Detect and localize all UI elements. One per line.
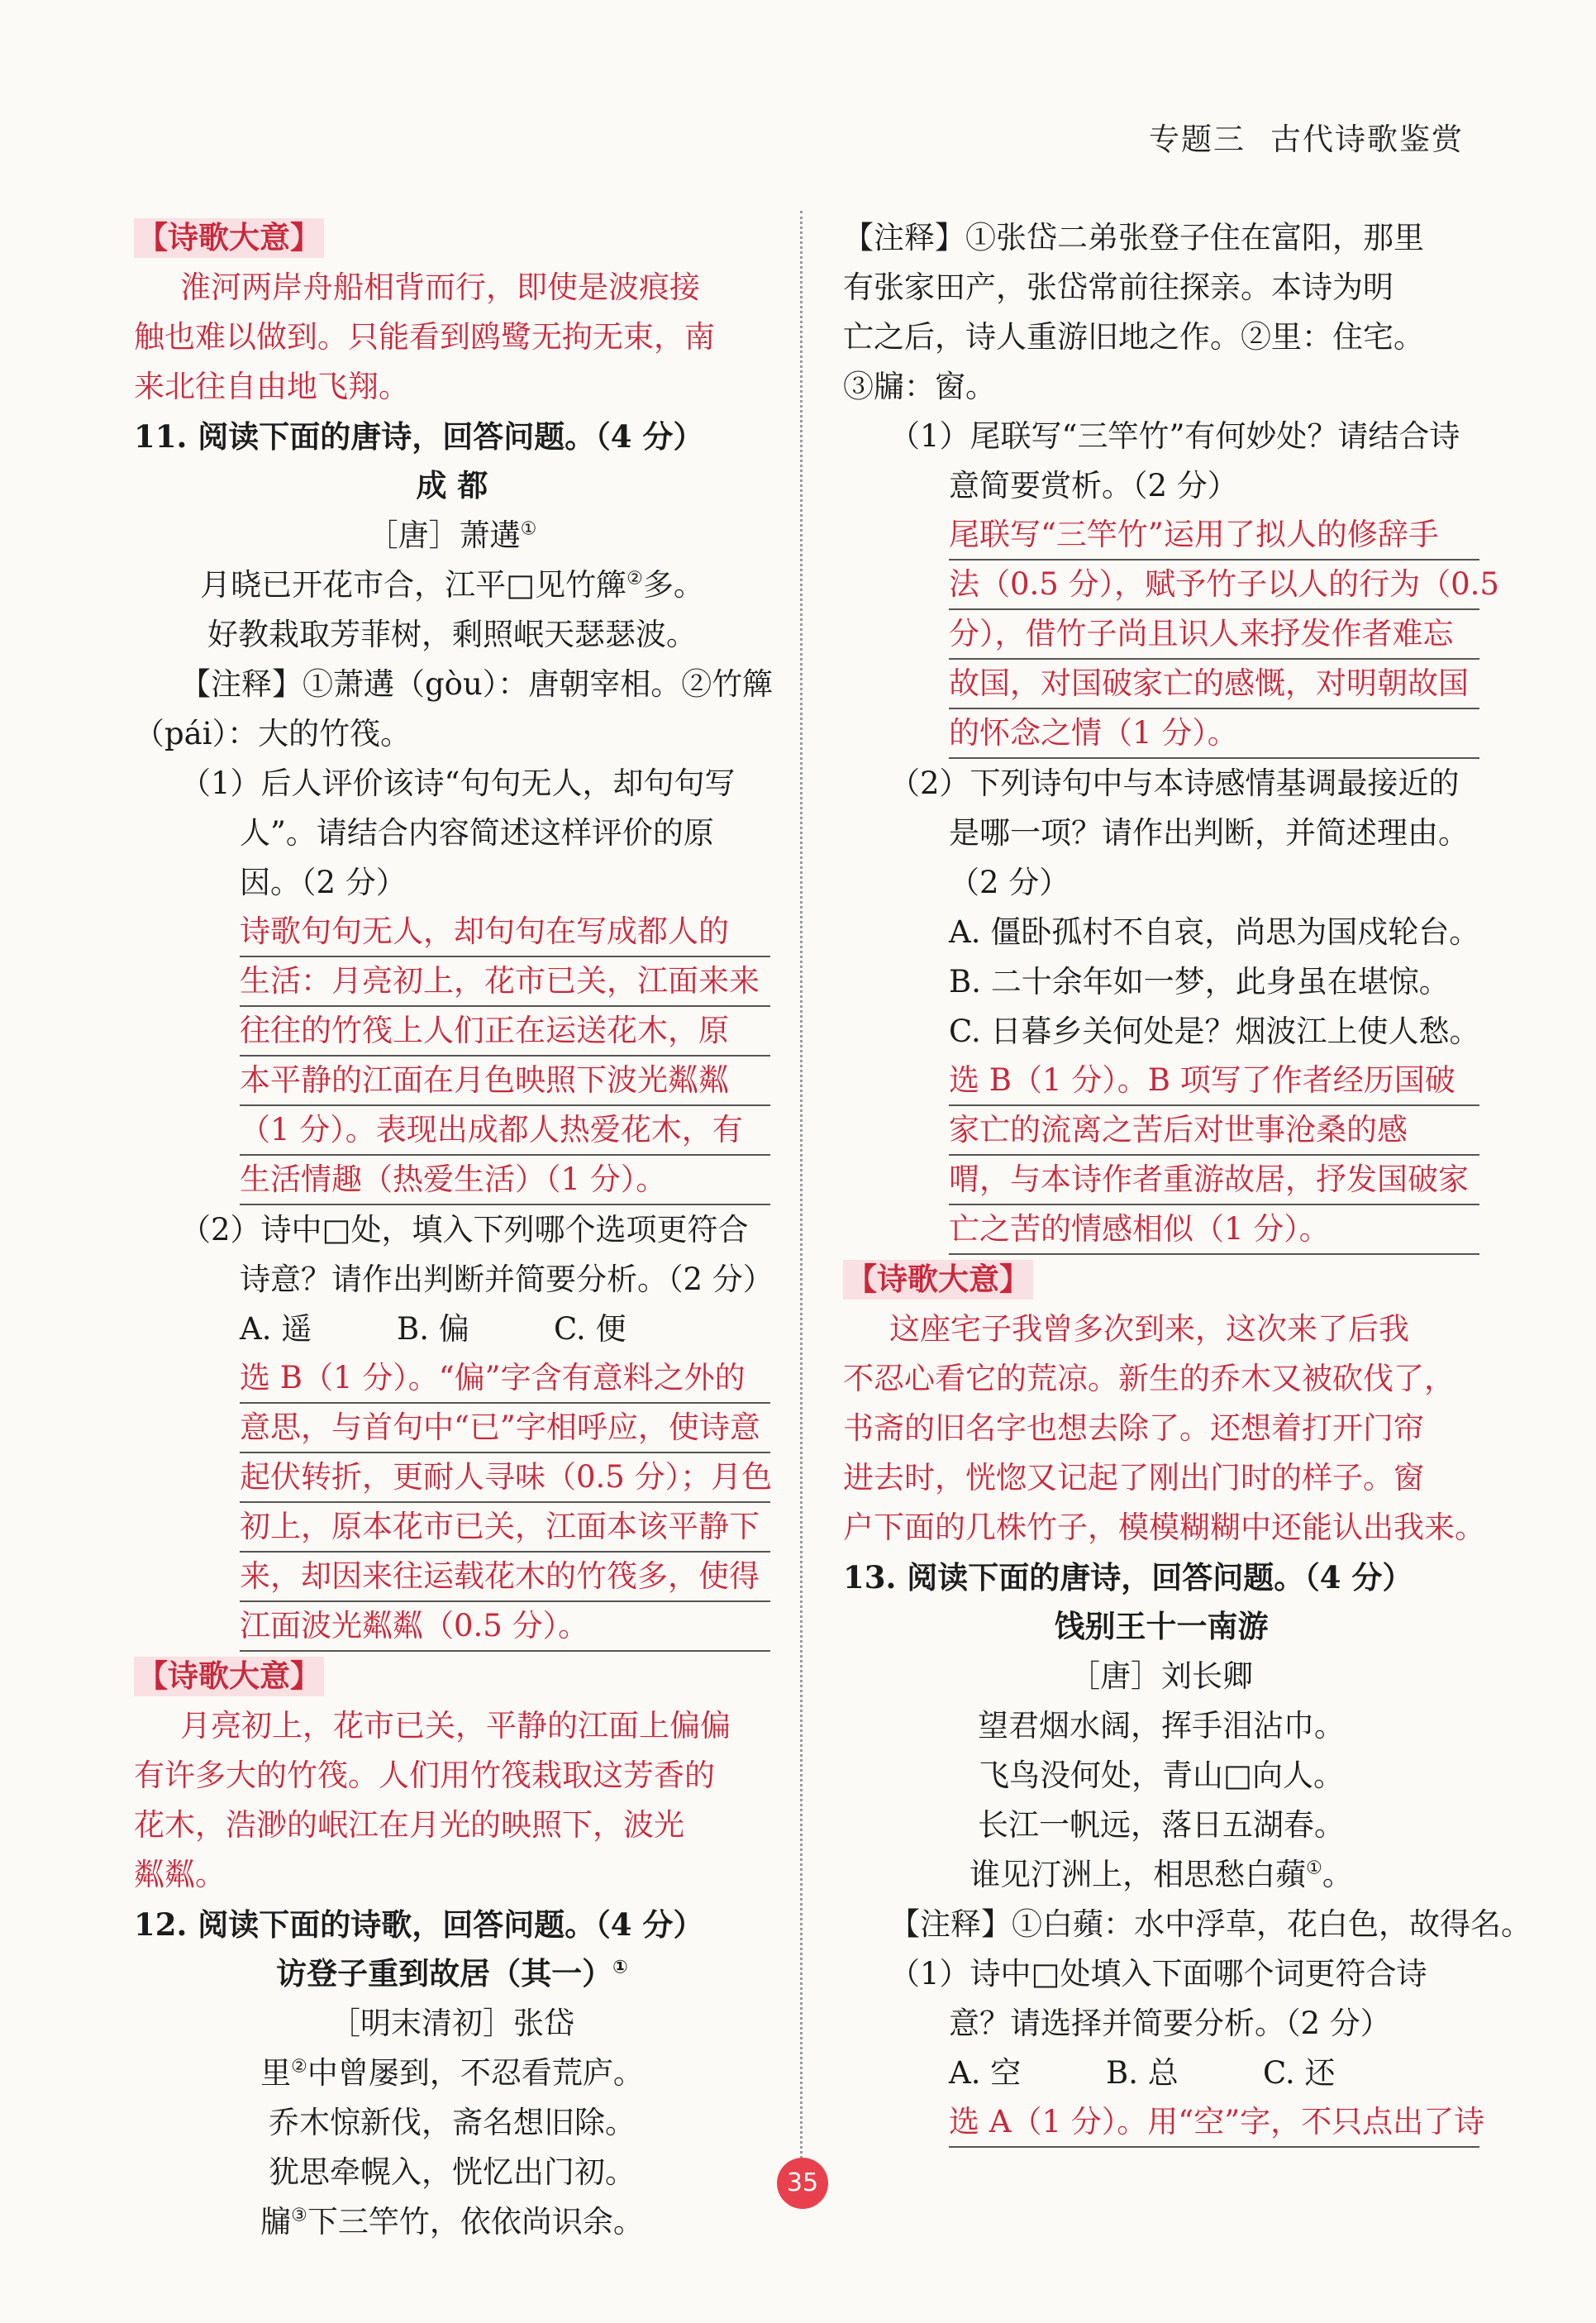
poem-line: 好教栽取芳菲树，剩照岷天瑟瑟波。 xyxy=(207,617,697,652)
poem-line: 飞鸟没何处，青山□向人。 xyxy=(979,1758,1344,1793)
poem-author: ［唐］刘长卿 xyxy=(1070,1658,1253,1694)
question-11-1: （1）后人评价该诗“句句无人，却句句写 xyxy=(180,766,736,801)
annotation: 【注释】①萧遘（gòu）：唐朝宰相。②竹簰 xyxy=(180,666,774,702)
question-13-1: （1）诗中□处填入下面哪个词更符合诗 xyxy=(889,1956,1427,1991)
poem-line: 牖③下三竿竹，依依尚识余。 xyxy=(260,2204,644,2240)
column-divider xyxy=(800,211,803,2178)
poem-line: 里②中曾屡到，不忍看荒庐。 xyxy=(260,2055,644,2091)
question-12-title: 12. 阅读下面的诗歌，回答问题。（4 分） xyxy=(134,1906,704,1943)
poem-line: 犹思牵幌入，恍忆出门初。 xyxy=(269,2154,636,2190)
answer-11-1: 诗歌句句无人，却句句在写成都人的 生活：月亮初上，花市已关，江面来来 往往的竹筏上人们正在运送花木，原 本平静的江面在月色映照下波光粼粼 （1 分）。表现出成都人热爱花木，有 生活情趣（热爱生活）（1 分）。 xyxy=(134,908,770,1205)
question-11-2: （2）诗中□处，填入下列哪个选项更符合 xyxy=(180,1212,749,1247)
right-column: 【注释】①张岱二弟张登子住在富阳，那里 有张家田产，张岱常前往探亲。本诗为明 亡之后，诗人重游旧地之作。②里：住宅。 ③牖：窗。 （1）尾联写“三竿竹”有何妙处？请结合诗 意简要赏析。（2 分） 尾联写“三竿竹”运用了拟人的修辞手 法（0.5 分），赋予竹子以人的行为（0.5 分），借竹子尚且识人来抒发作者难忘 故国，对国破家亡的感慨，对明朝故国 的怀念之情（1 分）。 （2）下列诗句中与本诗感情基调最接近的 是哪一项？请作出判断，并简述理由。 （2 分） A. 僵卧孤村不自哀，尚思为国戍轮台。 B. 二十余年如一梦，此身虽在堪惊。 C. 日暮乡关何处是？烟波江上使人愁。 选 B（1 分）。B 项写了作者经历国破 家亡的流离之苦后对世事沧桑的感 喟，与本诗作者重游故居，抒发国破家 亡之苦的情感相似（1 分）。 【诗歌大意】 这座宅子我曾多次到来，这次来了后我 不忍心看它的荒凉。新生的乔木又被砍伐了， 书斋的旧名字也想去除了。还想着打开门帘 进去时，恍惚又记起了刚出门时的样子。窗 户下面的几株竹子，模模糊糊中还能认出我来。 13. 阅读下面的唐诗，回答问题。（4 分） 饯别王十一南游 ［唐］刘长卿 望君烟水阔，挥手泪沾巾。 飞鸟没何处，青山□向人。 长江一帆远，落日五湖春。 谁见汀洲上，相思愁白蘋①。 【注释】①白蘋：水中浮草，花白色，故得名。 （1）诗中□处填入下面哪个词更符合诗 意？请选择并简要分析。（2 分） A. 空 B. 总 C. 还 选 A（1 分）。用“空”字，不只点出了诗 xyxy=(843,213,1479,2148)
poem-author: ［明末清初］张岱 xyxy=(330,2006,574,2041)
answer-11-2: 选 B（1 分）。“偏”字含有意料之外的 意思，与首句中“已”字相呼应，使诗意 起伏转折，更耐人寻味（0.5 分）；月色 初上，原本花市已关，江面本该平静下 来，却因来往运载花木的竹筏多，使得 江面波光粼粼（0.5 分）。 xyxy=(134,1354,770,1652)
header-section: 专题三 xyxy=(1149,122,1246,157)
poem-line: 长江一帆远，落日五湖春。 xyxy=(978,1807,1345,1843)
annotation: 【注释】①张岱二弟张登子住在富阳，那里 xyxy=(843,220,1424,255)
page-header xyxy=(1149,114,1464,159)
question-13-title: 13. 阅读下面的唐诗，回答问题。（4 分） xyxy=(843,1559,1413,1596)
option-b: B. 二十余年如一梦，此身虽在堪惊。 xyxy=(949,964,1450,999)
options: A. 遥 B. 偏 C. 便 xyxy=(240,1311,626,1347)
poem-line: 月晓已开花市合，江平□见竹簰②多。 xyxy=(200,567,704,603)
question-12-1: （1）尾联写“三竿竹”有何妙处？请结合诗 xyxy=(889,418,1460,454)
options: A. 空 B. 总 C. 还 xyxy=(949,2055,1336,2091)
answer-12-1: 尾联写“三竿竹”运用了拟人的修辞手 法（0.5 分），赋予竹子以人的行为（0.5 分），借竹子尚且识人来抒发作者难忘 故国，对国破家亡的感慨，对明朝故国 的怀念之情（1 分）。 xyxy=(843,511,1479,759)
option-c: C. 日暮乡关何处是？烟波江上使人愁。 xyxy=(949,1014,1480,1049)
answer-13-1: 选 A（1 分）。用“空”字，不只点出了诗 xyxy=(843,2098,1479,2148)
poem-summary: 淮河两岸舟船相背而行，即使是波痕接 触也难以做到。只能看到鸥鹭无拘无束，南 来北往自由地飞翔。 xyxy=(134,270,715,404)
poem-line: 谁见汀洲上，相思愁白蘋①。 xyxy=(970,1857,1353,1892)
header-topic: 古代诗歌鉴赏 xyxy=(1270,122,1464,157)
poem-title: 饯别王十一南游 xyxy=(1054,1609,1269,1644)
left-column: 【诗歌大意】 淮河两岸舟船相背而行，即使是波痕接 触也难以做到。只能看到鸥鹭无拘无束，南 来北往自由地飞翔。 11. 阅读下面的唐诗，回答问题。（4 分） 成 都 ［唐］萧遘① 月晓已开花市合，江平□见竹簰②多。 好教栽取芳菲树，剩照岷天瑟瑟波。 【注释】①萧遘（gòu）：唐朝宰相。②竹簰 （pái）：大的竹筏。 （1）后人评价该诗“句句无人，却句句写 人”。请结合内容简述这样评价的原 因。（2 分） 诗歌句句无人，却句句在写成都人的 生活：月亮初上，花市已关，江面来来 往往的竹筏上人们正在运送花木，原 本平静的江面在月色映照下波光粼粼 （1 分）。表现出成都人热爱花木，有 生活情趣（热爱生活）（1 分）。 （2）诗中□处，填入下列哪个选项更符合 诗意？请作出判断并简要分析。（2 分） A. 遥 B. 偏 C. 便 选 B（1 分）。“偏”字含有意料之外的 意思，与首句中“已”字相呼应，使诗意 起伏转折，更耐人寻味（0.5 分）；月色 初上，原本花市已关，江面本该平静下 来，却因来往运载花木的竹筏多，使得 江面波光粼粼（0.5 分）。 【诗歌大意】 月亮初上，花市已关，平静的江面上偏偏 有许多大的竹筏。人们用竹筏栽取这芳香的 花木，浩渺的岷江在月光的映照下，波光 粼粼。 12. 阅读下面的诗歌，回答问题。（4 分） 访登子重到故居（其一）① ［明末清初］张岱 里②中曾屡到，不忍看荒庐。 乔木惊新伐，斋名想旧除。 犹思牵幌入，恍忆出门初。 牖③下三竿竹，依依尚识余。 xyxy=(134,213,770,2247)
summary-tag: 【诗歌大意】 xyxy=(843,1260,1033,1300)
poem-summary: 月亮初上，花市已关，平静的江面上偏偏 有许多大的竹筏。人们用竹筏栽取这芳香的 花木，浩渺的岷江在月光的映照下，波光 粼粼。 xyxy=(134,1708,731,1892)
poem-summary: 这座宅子我曾多次到来，这次来了后我 不忍心看它的荒凉。新生的乔木又被砍伐了， 书斋的旧名字也想去除了。还想着打开门帘 进去时，恍惚又记起了刚出门时的样子。窗 户下面的几株竹子，模模糊糊中还能认出我来。 xyxy=(843,1311,1485,1545)
annotation: （pái）：大的竹筏。 xyxy=(134,716,412,751)
option-a: A. 僵卧孤村不自哀，尚思为国戍轮台。 xyxy=(949,914,1480,950)
summary-tag: 【诗歌大意】 xyxy=(134,1657,324,1696)
question-12-2: （2）下列诗句中与本诗感情基调最接近的 xyxy=(889,766,1460,801)
poem-author: ［唐］萧遘① xyxy=(367,518,537,553)
annotation: 【注释】①白蘋：水中浮草，花白色，故得名。 xyxy=(889,1906,1532,1942)
answer-12-2: 选 B（1 分）。B 项写了作者经历国破 家亡的流离之苦后对世事沧桑的感 喟，与本诗作者重游故居，抒发国破家 亡之苦的情感相似（1 分）。 xyxy=(843,1057,1479,1255)
poem-line: 乔木惊新伐，斋名想旧除。 xyxy=(269,2105,636,2140)
page-number: 35 xyxy=(777,2158,828,2209)
question-11-title: 11. 阅读下面的唐诗，回答问题。（4 分） xyxy=(134,418,704,455)
poem-line: 望君烟水阔，挥手泪沾巾。 xyxy=(978,1708,1345,1743)
poem-title: 访登子重到故居（其一）① xyxy=(276,1956,628,1991)
summary-tag: 【诗歌大意】 xyxy=(134,218,324,258)
poem-title: 成 都 xyxy=(416,468,488,503)
